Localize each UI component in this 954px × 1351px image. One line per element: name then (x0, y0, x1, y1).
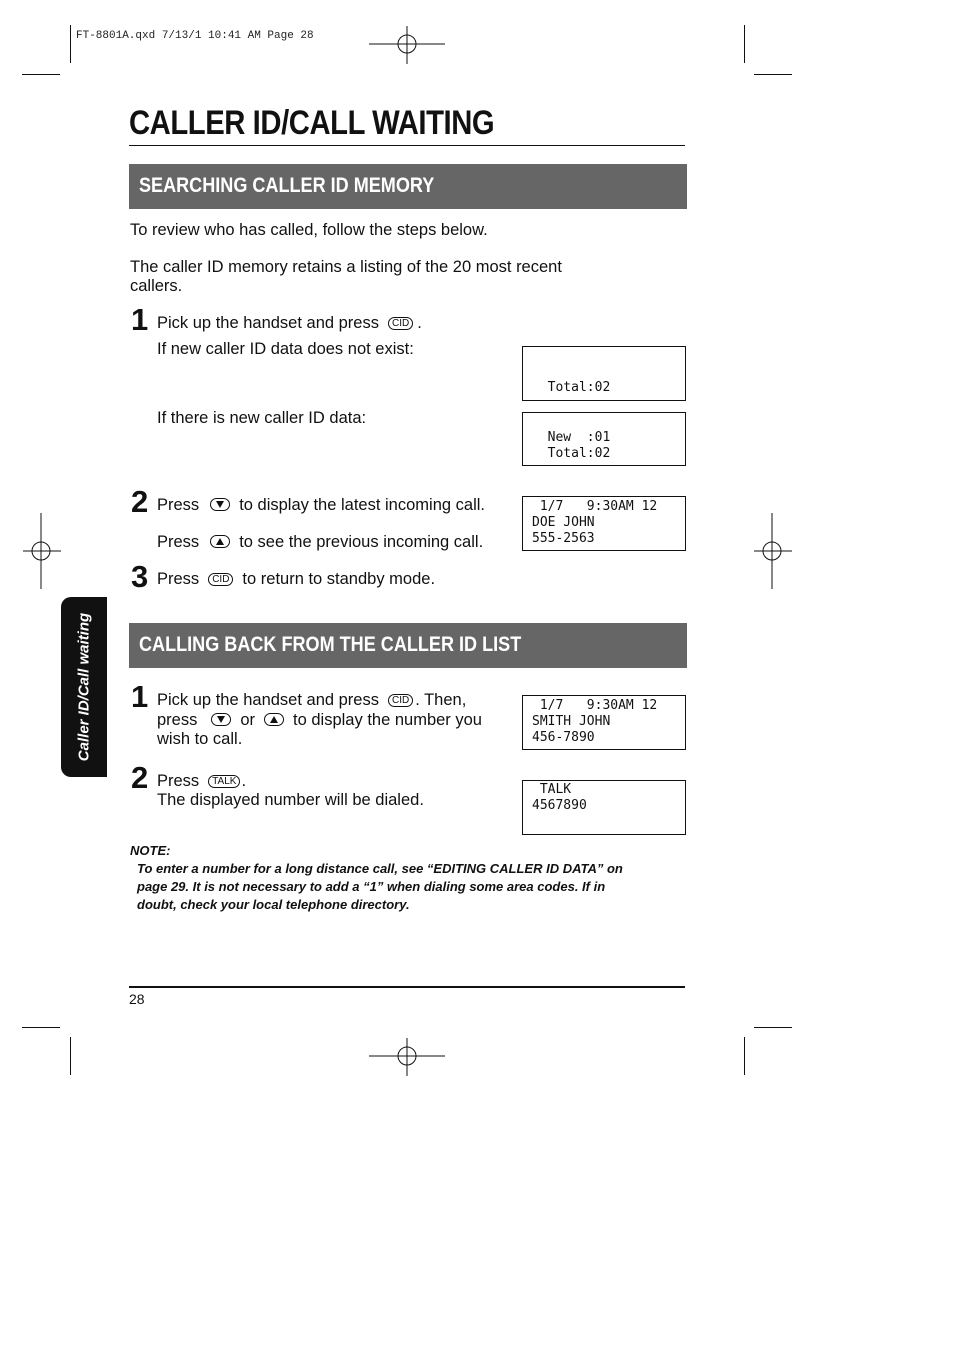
lcd-line: 4567890 (532, 798, 587, 813)
step-text: The displayed number will be dialed. (157, 791, 424, 809)
lcd-display (522, 412, 686, 466)
registration-mark (3, 513, 79, 589)
step-text-part: to return to standby mode. (242, 570, 436, 588)
lcd-line: SMITH JOHN (532, 714, 611, 729)
title-rule (129, 145, 685, 146)
crop-mark (22, 74, 60, 75)
lcd-display (522, 346, 686, 401)
section-heading-text: CALLING BACK FROM THE CALLER ID LIST (139, 633, 522, 656)
step-text (157, 772, 246, 791)
step-text: wish to call. (157, 730, 243, 748)
print-slug: FT-8801A.qxd 7/13/1 10:41 AM Page 28 (76, 30, 314, 42)
crop-mark (744, 1037, 745, 1075)
lcd-line: 1/7 9:30AM 12 (532, 499, 658, 514)
registration-mark (369, 6, 445, 82)
step-text-part: to display the latest incoming call. (239, 496, 485, 514)
note-line: doubt, check your local telephone directory. (137, 897, 410, 912)
step-subtext: If new caller ID data does not exist: (157, 340, 414, 358)
registration-mark (369, 1018, 445, 1094)
crop-mark (754, 74, 792, 75)
step-number: 3 (131, 559, 149, 594)
page-title: CALLER ID/CALL WAITING (129, 104, 495, 142)
step-text (157, 691, 466, 710)
step-text-part: . Then, (415, 691, 467, 709)
crop-mark (744, 25, 745, 63)
step-subtext: If there is new caller ID data: (157, 409, 367, 427)
down-arrow-icon (210, 498, 230, 511)
intro-text: To review who has called, follow the steps below. (130, 221, 488, 239)
talk-key-icon: TALK (208, 775, 240, 788)
step-number: 1 (131, 679, 149, 714)
step-text-part: Press (157, 533, 200, 551)
lcd-line: Total:02 (532, 380, 611, 395)
step-text-part: Press (157, 772, 200, 790)
page-number: 28 (129, 991, 145, 1007)
lcd-line: Total:02 (532, 446, 611, 461)
step-text (157, 570, 435, 589)
step-text-part: . (241, 772, 247, 790)
step-text-part: press (157, 711, 198, 729)
lcd-display (522, 695, 686, 750)
step-text-part: or (240, 711, 256, 729)
lcd-line: New :01 (532, 430, 611, 445)
crop-mark (22, 1027, 60, 1028)
lcd-display (522, 496, 686, 551)
note-line: To enter a number for a long distance call, see “EDITING CALLER ID DATA” on (137, 861, 623, 876)
lcd-line: 1/7 9:30AM 12 (532, 698, 658, 713)
note-text (137, 860, 677, 914)
note-line: page 29. It is not necessary to add a “1” when dialing some area codes. If in (137, 879, 606, 894)
step-text-part: Press (157, 496, 200, 514)
intro-text: callers. (130, 277, 183, 295)
step-text-part: Pick up the handset and press (157, 314, 379, 332)
cid-key-icon: CID (388, 317, 413, 330)
step-text (157, 533, 483, 552)
section-heading-searching (129, 164, 687, 209)
step-text-part: to display the number you (293, 711, 482, 729)
section-heading-text: SEARCHING CALLER ID MEMORY (139, 174, 435, 197)
step-text-part: Press (157, 570, 200, 588)
footer-rule (129, 986, 685, 988)
step-number: 1 (131, 302, 149, 337)
step-text-part: to see the previous incoming call. (239, 533, 484, 551)
step-text (157, 314, 422, 333)
lcd-line: DOE JOHN (532, 515, 595, 530)
lcd-line: 456-7890 (532, 730, 595, 745)
registration-mark (734, 513, 810, 589)
lcd-display (522, 780, 686, 835)
lcd-line: 555-2563 (532, 531, 595, 546)
section-heading-calling-back (129, 623, 687, 668)
up-arrow-icon (264, 713, 284, 726)
up-arrow-icon (210, 535, 230, 548)
intro-text: The caller ID memory retains a listing of the 20 most recent (130, 258, 562, 276)
cid-key-icon: CID (208, 573, 233, 586)
step-text (157, 496, 485, 515)
side-tab-label: Caller ID/Call waiting (75, 612, 93, 762)
crop-mark (70, 25, 71, 63)
crop-mark (754, 1027, 792, 1028)
step-number: 2 (131, 484, 149, 519)
step-text-part: . (417, 314, 422, 332)
crop-mark (70, 1037, 71, 1075)
down-arrow-icon (211, 713, 231, 726)
lcd-line: TALK (532, 782, 572, 797)
cid-key-icon: CID (388, 694, 413, 707)
note-label: NOTE: (130, 843, 171, 858)
step-number: 2 (131, 760, 149, 795)
step-text-part: Pick up the handset and press (157, 691, 379, 709)
side-tab (61, 597, 107, 777)
step-text (157, 711, 482, 730)
